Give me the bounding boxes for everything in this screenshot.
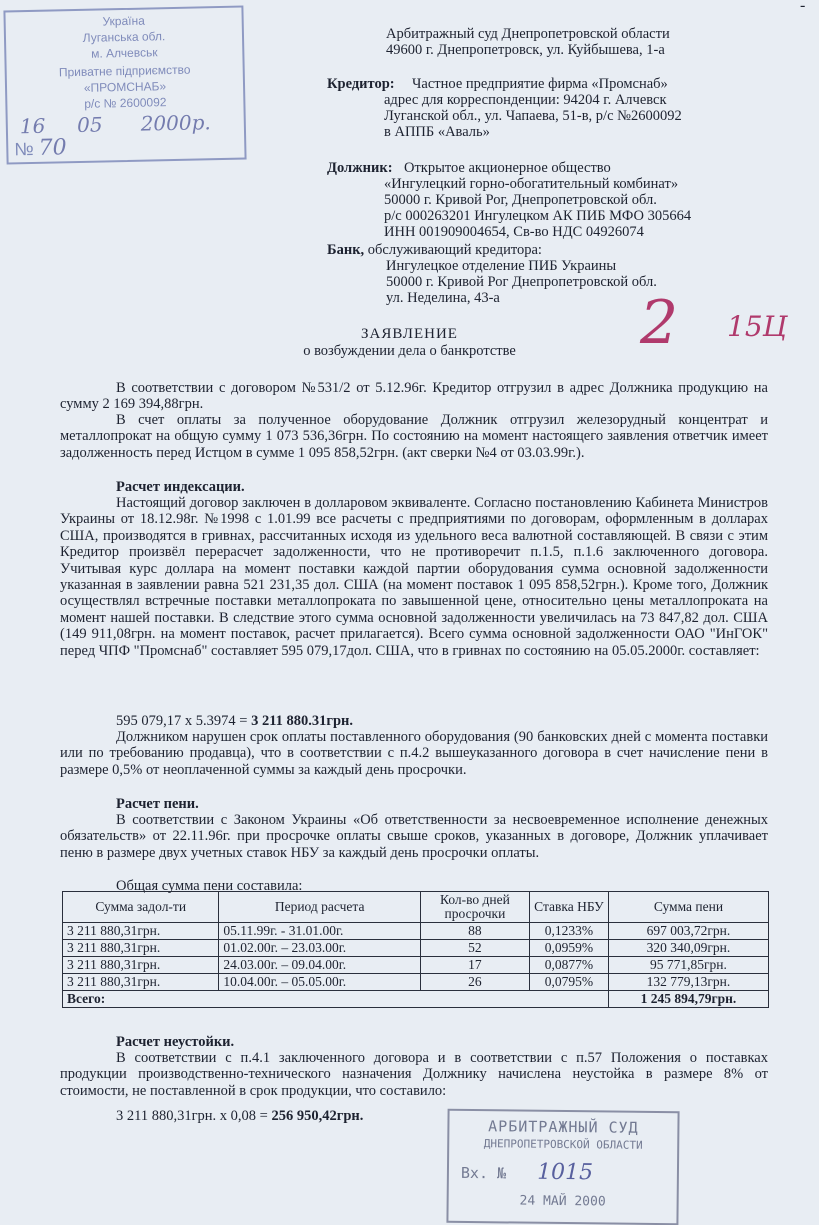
doc-subtitle: о возбуждении дела о банкротстве [303,343,516,359]
table-header: Кол-во дней просрочки [420,892,529,923]
bank-header: Банк, обслуживающий кредитора: [327,242,542,258]
table-cell: 52 [420,940,529,957]
paragraph-5: В соответствии с Законом Украины «Об ответственности за несвоевременное исполнение денежных обязательств» от 22.11.96г. при просрочке оплаты свыше сроков, указанных в договоре, Должник уплачивает пеню в размере двух учетных ставок НБУ за каждый день просрочки оплаты. [60,812,768,861]
bank-line: ул. Неделина, 43-а [386,290,500,306]
table-header: Ставка НБУ [529,892,608,923]
court-stamp [446,1109,679,1225]
table-row [63,940,769,957]
table-cell: 88 [420,923,529,940]
table-header: Сумма пени [608,892,768,923]
debtor-line: Открытое акционерное общество [404,160,611,176]
paragraph-1: В соответствии с договором №531/2 от 5.12.96г. Кредитор отгрузил в адрес Должника продукцию на сумму 2 169 394,88грн. [60,380,768,413]
handwritten-number: 2 [640,288,679,358]
creditor-label: Кредитор: [327,76,395,92]
table-header-row [63,892,769,923]
table-total-row [63,991,769,1008]
debtor-line: р/с 000263201 Ингулецком АК ПИБ МФО 305664 [384,208,692,224]
table-row [63,957,769,974]
table-cell: 3 211 880,31грн. [63,923,219,940]
table-header: Сумма задол-ти [63,892,219,923]
debtor-line: 50000 г. Кривой Рог, Днепропетровской обл. [384,192,657,208]
table-cell: 3 211 880,31грн. [63,957,219,974]
formula-2: 3 211 880,31грн. х 0,08 = 256 950,42грн. [116,1108,364,1124]
table-cell: 697 003,72грн. [608,923,768,940]
table-cell: 3 211 880,31грн. [63,974,219,991]
stamp-line: АРБИТРАЖНЫЙ СУД [488,1117,639,1137]
bank-line: 50000 г. Кривой Рог Днепропетровской обл. [386,274,657,290]
table-cell: 0,0959% [529,940,608,957]
table-row [63,923,769,940]
table-caption: Общая сумма пени составила: [116,878,303,894]
heading-indexation: Расчет индексации. [116,479,245,495]
table-cell: 01.02.00г. – 23.03.00г. [219,940,421,957]
stamp-in-number: Вх. № 1015 [460,1159,594,1186]
creditor-line: в АППБ «Аваль» [384,124,490,140]
creditor-line: адрес для корреспонденции: 94204 г. Алчевск [384,92,667,108]
table-cell: 0,1233% [529,923,608,940]
table-cell: 24.03.00г. – 09.04.00г. [219,957,421,974]
table-cell: 26 [420,974,529,991]
table-cell: 95 771,85грн. [608,957,768,974]
doc-title: ЗАЯВЛЕНИЕ [361,326,458,342]
table-row [63,974,769,991]
stamp-line: Луганська обл. [82,29,166,45]
table-cell: 3 211 880,31грн. [63,940,219,957]
paragraph-4: Должником нарушен срок оплаты поставленного оборудования (90 банковских дней с момента поставки или по требованию продавца), что в соответствии с п.4.2 вышеуказанного договора в счет начисление пени в размере 0,5% от неоплаченной суммы за каждый день просрочки. [60,729,768,778]
table-header: Период расчета [219,892,421,923]
creditor-line: Луганской обл., ул. Чапаева, 51-в, р/с №2600092 [384,108,682,124]
heading-forfeit: Расчет неустойки. [116,1034,235,1050]
table-cell: 10.04.00г. – 05.05.00г. [219,974,421,991]
bank-line: Ингулецкое отделение ПИБ Украины [386,258,617,274]
stamp-date: 16 05 2000р. [19,110,211,139]
stamp-line: ДНЕПРОПЕТРОВСКОЙ ОБЛАСТИ [483,1137,643,1152]
table-cell: 17 [420,957,529,974]
table-cell: 320 340,09грн. [608,940,768,957]
debtor-label: Должник: [327,160,393,176]
table-total-label: Всего: [63,991,609,1008]
stamp-date: 24 МАЙ 2000 [519,1193,606,1210]
stamp-line: «ПРОМСНАБ» [83,79,167,95]
debtor-line: ИНН 001909004654, Св-во НДС 04926074 [384,224,644,240]
debtor-line: «Ингулецкий горно-обогатительный комбинат» [384,176,679,192]
table-cell: 0,0795% [529,974,608,991]
table-cell: 0,0877% [529,957,608,974]
stamp-line: м. Алчевськ [91,45,158,61]
formula: 595 079,17 х 5.3974 = 3 211 880.31грн. [116,713,354,729]
paragraph-3: Настоящий договор заключен в долларовом эквиваленте. Согласно постановлению Кабинета Министров Украины от 18.12.98г. №1998 с 1.01.99 все расчеты с предприятиями по договорам, оформленным в долларах США, производятся в гривнах, рассчитанных исходя из удельного веса валютной составляющей. В связи с этим Кредитор произвёл перерасчет задолженности, что не противоречит п.1.5, п.1.6 заключенного договора. Учитывая курс доллара на момент поставки каждой партии оборудования сумма основной задолженности указанная в заявлении равна 521 231,35 дол. США (на момент поставок 1 095 858,52грн.). Кроме того, Должник осуществлял встречные поставки металлопроката по завышенной цене, относительно цены металлопроката на момент нашей поставки. В следствие этого сумма основной задолженности увеличилась на 73 847,82 дол. США (149 911,08грн. на момент поставок, расчет прилагается). Всего сумма основной задолженности ОАО "ИнГОК" перед ЧПФ "Промснаб" составляет 595 079,17дол. США, что в гривнах по состоянию на 05.05.2000г. составляет: [60,495,768,659]
stamp-line: р/с № 2600092 [84,95,167,111]
creditor-line: Частное предприятие фирма «Промснаб» [412,76,668,92]
court-address: 49600 г. Днепропетровск, ул. Куйбышева, 1-а [386,42,665,58]
table-total-value: 1 245 894,79грн. [608,991,768,1008]
penalty-table [62,891,769,1008]
stamp-line: Україна [102,13,145,29]
paragraph-2: В счет оплаты за полученное оборудование Должник отгрузил железорудный концентрат и металлопрокат на общую сумму 1 073 536,36грн. По состоянию на момент настоящего заявления ответчик имеет задолженность перед Истцом в сумме 1 095 858,52грн. (акт сверки №4 от 03.03.99г.). [60,412,768,461]
handwritten-code: 15Ц [727,310,788,343]
corner-mark: - [800,0,806,14]
incoming-stamp [3,6,246,165]
table-cell: 05.11.99г. - 31.01.00г. [219,923,421,940]
heading-penalty: Расчет пени. [116,796,199,812]
stamp-number: № 70 [14,135,67,161]
table-cell: 132 779,13грн. [608,974,768,991]
court-name: Арбитражный суд Днепропетровской области [386,26,670,42]
stamp-line: Приватне підприємство [58,62,191,80]
paragraph-6: В соответствии с п.4.1 заключенного договора и в соответствии с п.57 Положения о поставках продукции производственно-технического назначения Должнику начислена неустойка в размере 8% от стоимости, не поставленной в срок продукции, что составило: [60,1050,768,1099]
